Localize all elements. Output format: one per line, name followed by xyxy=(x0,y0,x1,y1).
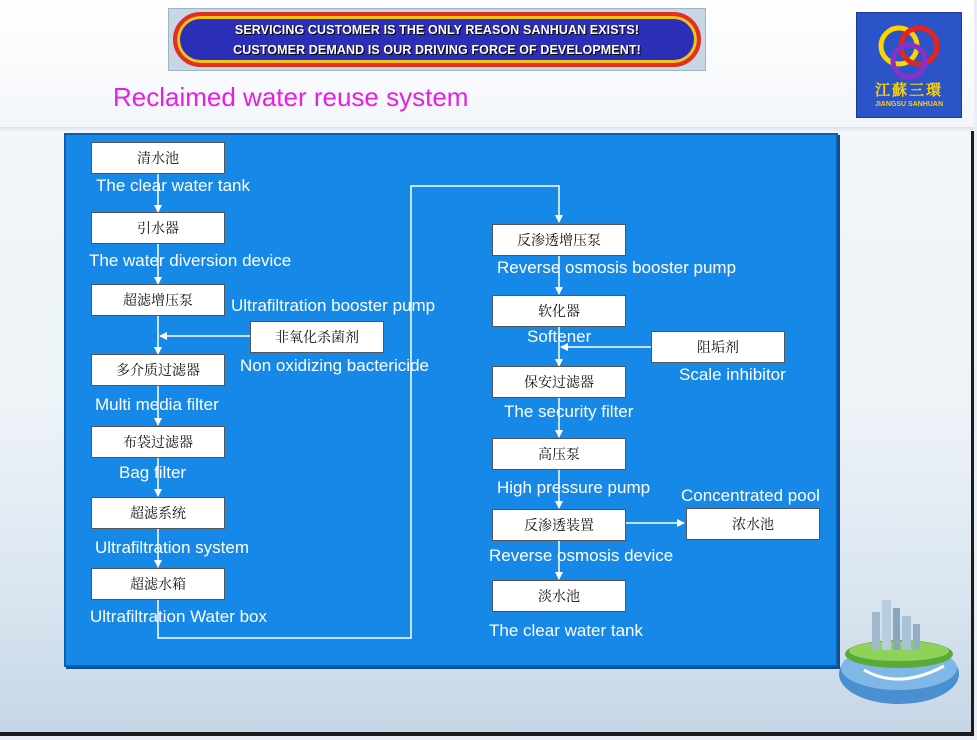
slogan-banner xyxy=(168,8,706,71)
slogan-banner-inner xyxy=(173,12,701,67)
node-scale-inhibitor: 阻垢剂 xyxy=(651,331,785,363)
label-bag-filter: Bag filter xyxy=(119,463,187,482)
node-clear-water-tank: 清水池 xyxy=(91,142,225,174)
node-multi-media-filter: 多介质过滤器 xyxy=(91,354,225,386)
label-bactericide: Non oxidizing bactericide xyxy=(240,356,429,375)
label-scale-inhibitor: Scale inhibitor xyxy=(679,365,786,384)
node-ro-device: 反渗透装置 xyxy=(492,509,626,541)
node-security-filter: 保安过滤器 xyxy=(492,366,626,398)
node-bactericide: 非氧化杀菌剂 xyxy=(250,321,384,353)
node-uf-booster-pump: 超滤增压泵 xyxy=(91,284,225,316)
label-multi-media-filter: Multi media filter xyxy=(95,395,219,414)
node-concentrated-pool: 浓水池 xyxy=(686,508,820,540)
slogan-line-2: CUSTOMER DEMAND IS OUR DRIVING FORCE OF DEVELOPMENT! xyxy=(233,42,641,57)
node-high-pressure-pump: 高压泵 xyxy=(492,438,626,470)
node-softener: 软化器 xyxy=(492,295,626,327)
company-logo xyxy=(856,12,962,118)
node-ro-booster-pump: 反渗透增压泵 xyxy=(492,224,626,256)
label-concentrated-pool: Concentrated pool xyxy=(681,486,820,505)
node-bag-filter: 布袋过滤器 xyxy=(91,426,225,458)
node-fresh-water-tank: 淡水池 xyxy=(492,580,626,612)
label-water-diversion: The water diversion device xyxy=(89,251,292,270)
label-softener: Softener xyxy=(527,327,592,346)
city-globe-icon xyxy=(834,590,964,720)
label-fresh-water-tank: The clear water tank xyxy=(489,621,644,640)
label-high-pressure-pump: High pressure pump xyxy=(497,478,651,497)
label-clear-water-tank: The clear water tank xyxy=(96,176,251,195)
logo-text-cn: 江蘇三環 xyxy=(874,82,943,99)
logo-text-en: JIANGSU SANHUAN xyxy=(874,101,944,108)
slogan-line-1: SERVICING CUSTOMER IS THE ONLY REASON SANHUAN EXISTS! xyxy=(234,22,640,37)
node-water-diversion: 引水器 xyxy=(91,212,225,244)
label-ro-device: Reverse osmosis device xyxy=(489,546,674,565)
label-security-filter: The security filter xyxy=(504,402,634,421)
label-ro-booster-pump: Reverse osmosis booster pump xyxy=(497,258,737,277)
rings-icon xyxy=(857,13,963,83)
label-uf-booster-pump: Ultrafiltration booster pump xyxy=(231,296,436,315)
label-uf-water-box: Ultrafiltration Water box xyxy=(90,607,267,626)
node-uf-system: 超滤系统 xyxy=(91,497,225,529)
page-title: Reclaimed water reuse system xyxy=(113,82,469,112)
label-uf-system: Ultrafiltration system xyxy=(95,538,249,557)
node-uf-water-box: 超滤水箱 xyxy=(91,568,225,600)
